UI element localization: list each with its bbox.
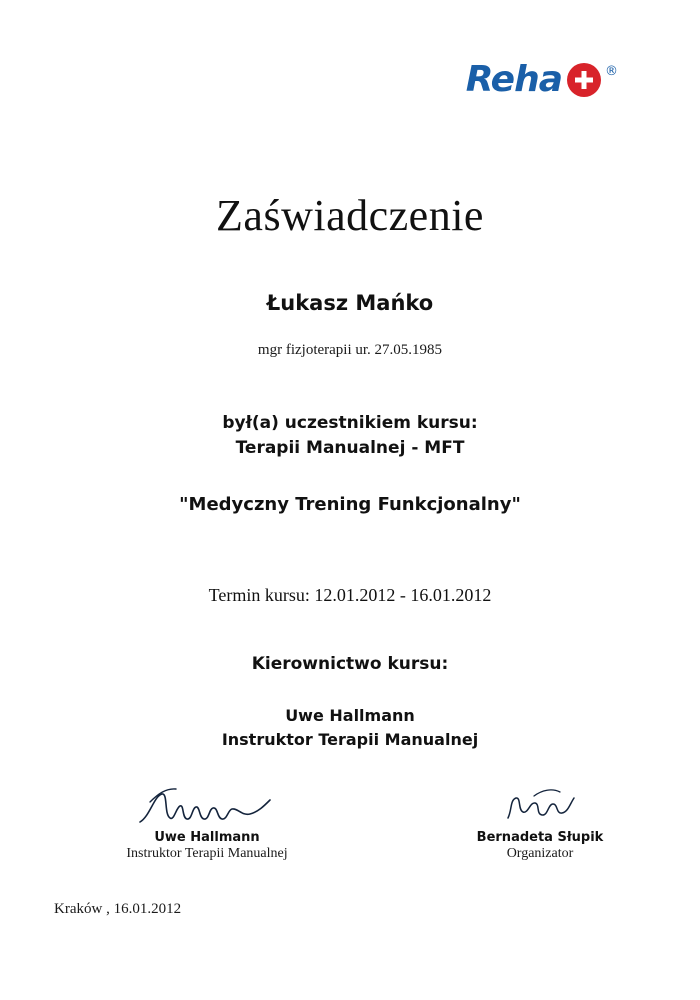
signature-block-instructor bbox=[62, 786, 352, 862]
course-title: "Medyczny Trening Funkcjonalny" bbox=[179, 494, 521, 515]
leadership-name: Uwe Hallmann bbox=[285, 706, 415, 725]
leadership-person bbox=[0, 704, 700, 752]
leadership-role: Instruktor Terapii Manualnej bbox=[221, 730, 479, 749]
participation-line-2: Terapii Manualnej - MFT bbox=[235, 438, 465, 458]
medical-cross-icon bbox=[567, 63, 601, 97]
recipient-details: mgr fizjoterapii ur. 27.05.1985 bbox=[257, 342, 443, 358]
registered-trademark-icon: ® bbox=[605, 64, 618, 79]
signature-name: Bernadeta Słupik bbox=[476, 830, 604, 845]
page-title: Zaświadczenie bbox=[216, 191, 484, 240]
signature-role: Instruktor Terapii Manualnej bbox=[126, 846, 288, 861]
signature-block-organizer bbox=[400, 786, 680, 862]
signature-role: Organizator bbox=[506, 846, 574, 861]
reha-logo bbox=[465, 59, 618, 100]
participation-line-1: był(a) uczestnikiem kursu: bbox=[222, 413, 478, 433]
signature-name: Uwe Hallmann bbox=[154, 830, 260, 845]
handwritten-signature-icon bbox=[400, 786, 680, 828]
leadership-heading: Kierownictwo kursu: bbox=[251, 654, 449, 674]
issue-place-and-date: Kraków , 16.01.2012 bbox=[54, 901, 182, 917]
handwritten-signature-icon bbox=[62, 786, 352, 828]
logo-wordmark: Reha bbox=[465, 59, 562, 100]
recipient-name: Łukasz Mańko bbox=[266, 291, 434, 315]
course-term: Termin kursu: 12.01.2012 - 16.01.2012 bbox=[208, 585, 492, 605]
participation-statement bbox=[0, 411, 700, 461]
